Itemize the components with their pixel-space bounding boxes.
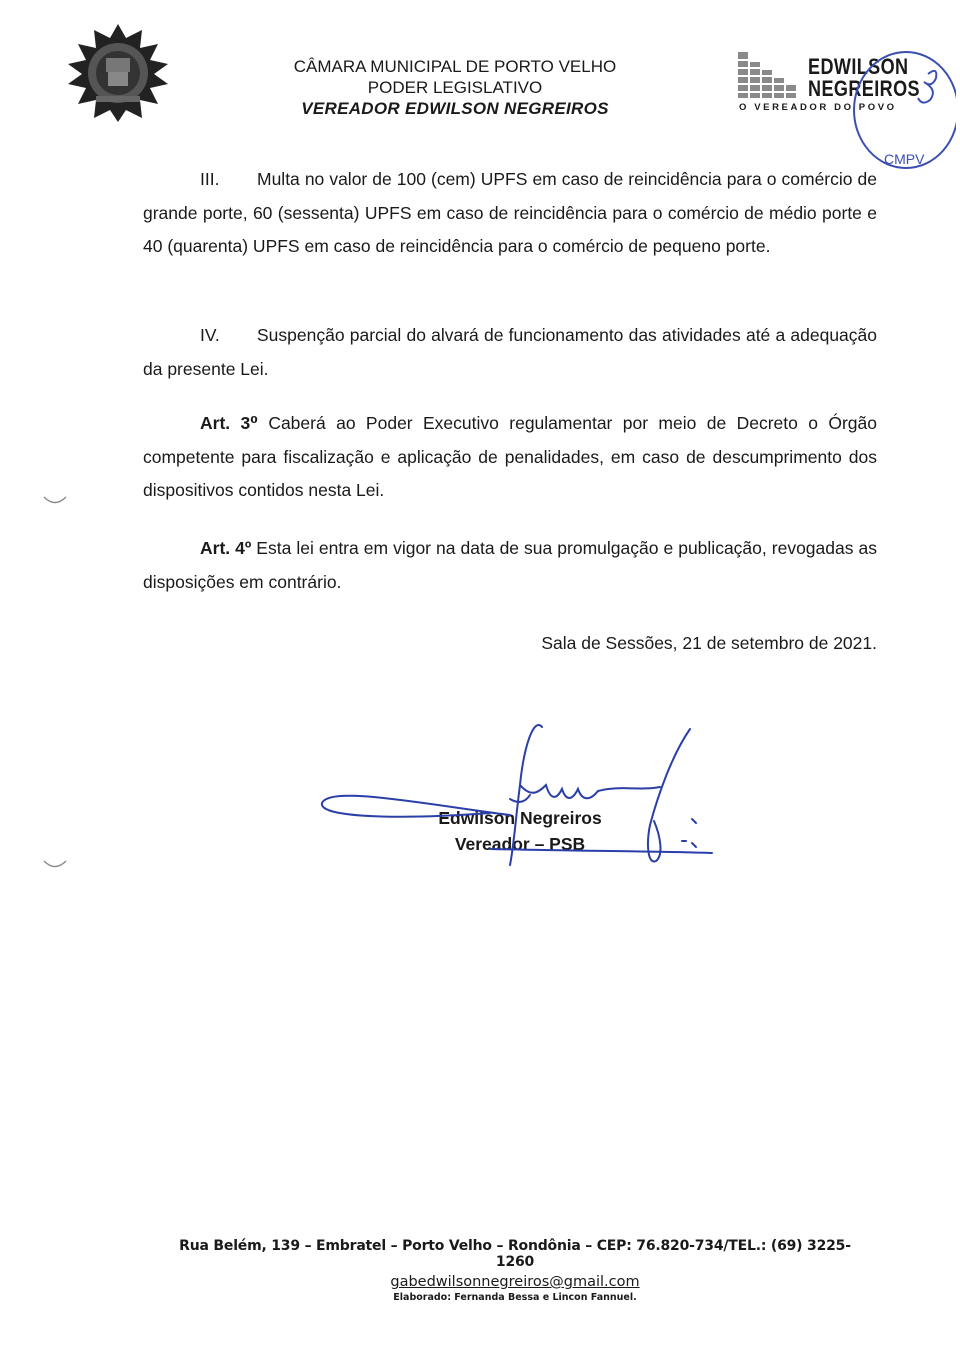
footer-prepared-by: Elaborado: Fernanda Bessa e Lincon Fannuel.: [393, 1292, 637, 1303]
stamp-label: CMPV: [884, 151, 925, 167]
header-legislative-power: PODER LEGISLATIVO: [367, 78, 543, 97]
margin-mark-icon: [42, 858, 68, 872]
handwritten-signature: [310, 715, 730, 885]
document-footer: [170, 1238, 860, 1303]
logo-name-top: EDWILSON: [808, 54, 909, 79]
article-3-text: Caberá ao Poder Executivo regulamentar por meio de Decreto o Órgão competente para fiscalização e aplicação de penalidades, em caso de descumprimento dos dispositivos contidos nesta Lei.: [143, 413, 877, 500]
item-4-text: Suspenção parcial do alvará de funcionamento das atividades até a adequação da presente Lei.: [143, 325, 877, 379]
header-councilor-name: VEREADOR EDWILSON NEGREIROS: [301, 99, 609, 118]
margin-mark-icon: [42, 494, 68, 508]
logo-tagline: O VEREADOR DO POVO: [739, 102, 897, 113]
article-4-label: Art. 4º: [200, 538, 252, 558]
item-3-numeral: III.: [200, 169, 220, 189]
article-3-label: Art. 3⁰: [200, 413, 258, 433]
footer-email-link[interactable]: gabedwilsonnegreiros@gmail.com: [390, 1274, 640, 1290]
bars-graphic-icon: [738, 52, 806, 102]
item-3-text: Multa no valor de 100 (cem) UPFS em caso de reincidência para o comércio de grande porte, 60 (sessenta) UPFS em caso de reincidência para o comércio de médio porte e 40 (quarenta) UPFS em caso de reincidência para o comércio de pequeno porte.: [143, 169, 877, 256]
paragraph-article-3: [143, 407, 877, 508]
article-4-text: Esta lei entra em vigor na data de sua promulgação e publicação, revogadas as disposições em contrário.: [143, 538, 877, 592]
footer-address: Rua Belém, 139 – Embratel – Porto Velho – Rondônia – CEP: 76.820-734/TEL.: (69) 3225-1260: [179, 1238, 851, 1270]
logo-name-bottom: NEGREIROS: [808, 76, 920, 101]
paragraph-article-4: [143, 532, 877, 599]
signer-name: Edwilson Negreiros: [438, 808, 602, 828]
document-header: [230, 56, 680, 119]
paragraph-item-4: [143, 319, 877, 386]
paragraph-item-3: [143, 163, 877, 264]
chamber-stamp-icon: [836, 40, 956, 180]
chamber-seal-logo: [62, 22, 174, 124]
signer-role: Vereador – PSB: [454, 834, 586, 854]
item-4-numeral: IV.: [200, 325, 220, 345]
session-date: Sala de Sessões, 21 de setembro de 2021.: [541, 633, 877, 653]
header-chamber-name: CÂMARA MUNICIPAL DE PORTO VELHO: [293, 57, 617, 76]
